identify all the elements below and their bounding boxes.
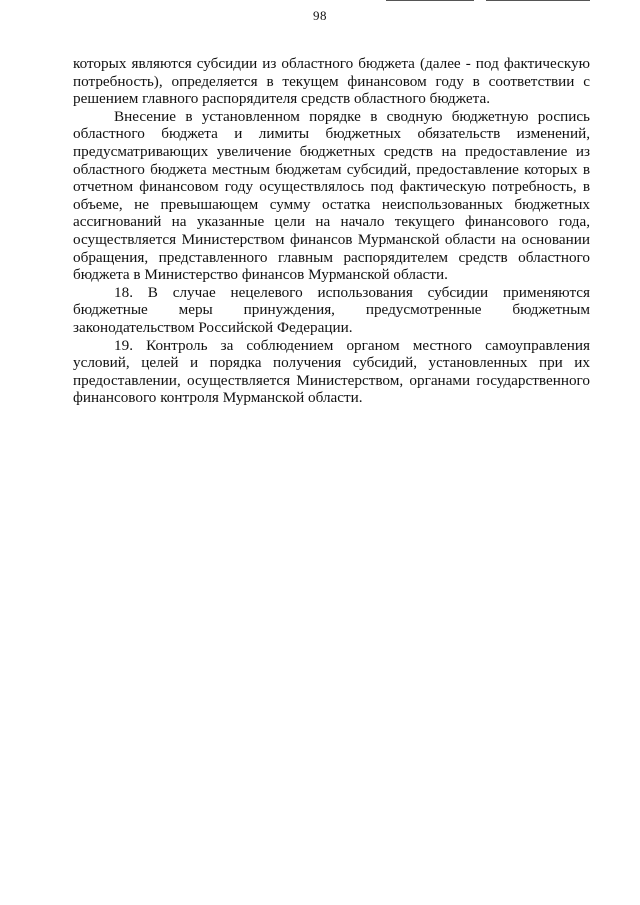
header-rule-right	[486, 0, 590, 1]
page-number: 98	[313, 8, 327, 23]
paragraph-item-18: 18. В случае нецелевого использования субсидии применяются бюджетные меры принуждения, предусмотренные бюджетным законодательством Российской Федерации.	[73, 283, 590, 336]
paragraph-continuation: которых являются субсидии из областного бюджета (далее - под фактическую потребность), определяется в текущем финансовом году в соответствии с решением главного распорядителя средств областного бюджета.	[73, 55, 590, 108]
document-body	[73, 55, 590, 407]
header-rule-left	[386, 0, 474, 1]
paragraph-budget-amendment: Внесение в установленном порядке в сводную бюджетную роспись областного бюджета и лимиты бюджетных обязательств изменений, предусматривающих увеличение бюджетных средств на предоставление из областного бюджета местным бюджетам субсидий, предоставление которых в отчетном финансовом году осуществлялось под фактическую потребность, в объеме, не превышающем сумму остатка неиспользованных бюджетных ассигнований на указанные цели на начало текущего финансового года, осуществляется Министерством финансов Мурманской области на основании обращения, представленного главным распорядителем средств областного бюджета в Министерство финансов Мурманской области.	[73, 107, 590, 284]
paragraph-item-19: 19. Контроль за соблюдением органом местного самоуправления условий, целей и порядка получения субсидий, установленных при их предоставлении, осуществляется Министерством, органами государственного финансового контроля Мурманской области.	[73, 336, 590, 407]
